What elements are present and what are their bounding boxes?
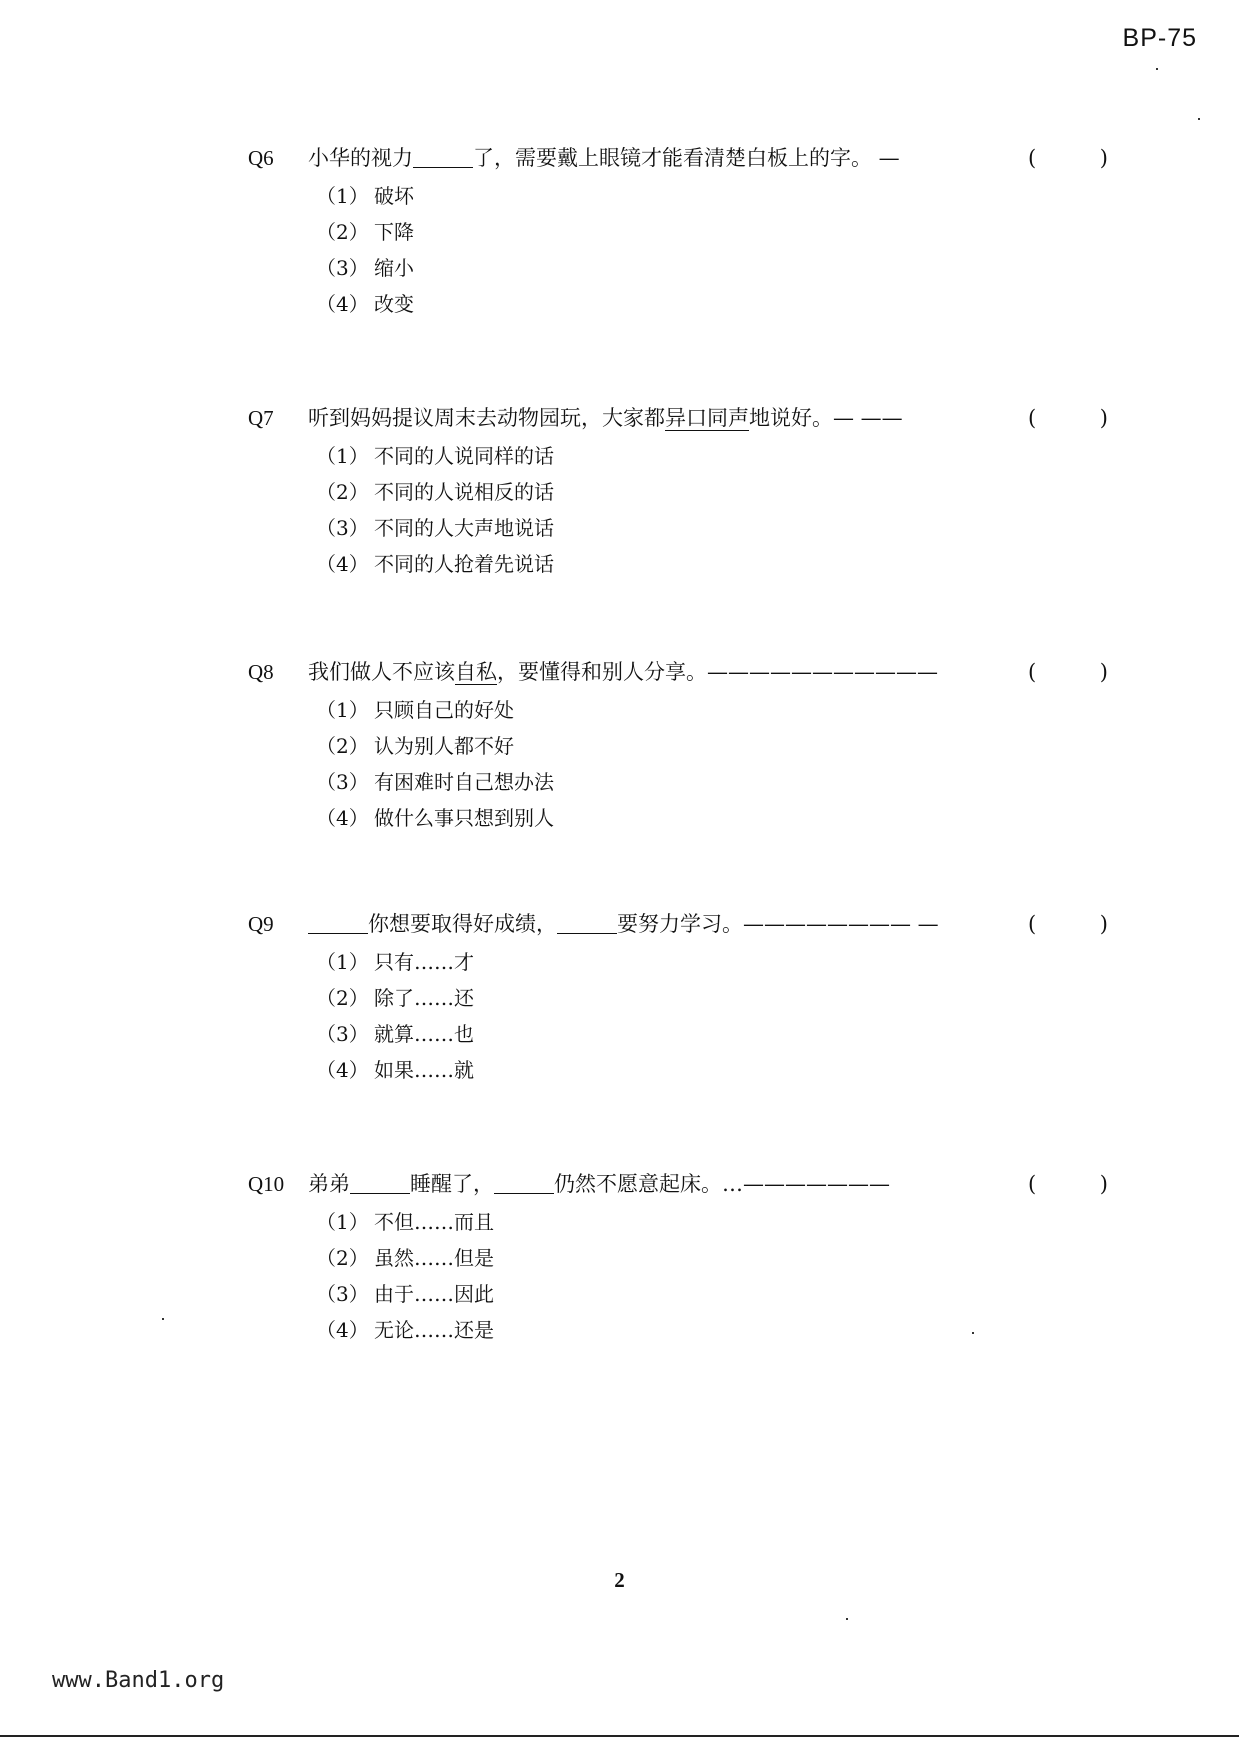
bracket-left: ( xyxy=(1028,146,1037,170)
option-text: 有困难时自己想办法 xyxy=(374,770,554,794)
option-number: （3） xyxy=(316,256,369,280)
stem-part: 你想要取得好成绩， xyxy=(368,912,557,936)
scan-speck xyxy=(1156,68,1158,70)
option-item xyxy=(316,250,1108,286)
option-item xyxy=(316,1052,1108,1088)
question-text xyxy=(308,904,939,944)
option-number: （4） xyxy=(316,1058,369,1082)
option-text: 不同的人说同样的话 xyxy=(374,444,554,468)
option-number: （1） xyxy=(316,444,369,468)
bracket-right: ) xyxy=(1099,1172,1108,1196)
option-number: （1） xyxy=(316,698,369,722)
question-9 xyxy=(248,904,1108,1088)
option-text: 只有……才 xyxy=(374,950,474,974)
option-item xyxy=(316,438,1108,474)
option-number: （4） xyxy=(316,552,369,576)
option-number: （2） xyxy=(316,480,369,504)
option-text: 缩小 xyxy=(374,256,414,280)
stem-part: 小华的视力 xyxy=(308,146,413,170)
fill-blank xyxy=(413,145,473,168)
paper-code: BP-75 xyxy=(1122,24,1197,52)
bracket-left: ( xyxy=(1028,912,1037,936)
option-text: 做什么事只想到别人 xyxy=(374,806,554,830)
stem-part: 要努力学习。———————— — xyxy=(617,912,939,936)
option-text: 认为别人都不好 xyxy=(374,734,514,758)
option-number: （1） xyxy=(316,184,369,208)
bracket-left: ( xyxy=(1028,660,1037,684)
question-number: Q10 xyxy=(248,1172,285,1196)
option-item xyxy=(316,1240,1108,1276)
option-text: 由于……因此 xyxy=(374,1282,494,1306)
option-number: （4） xyxy=(316,1318,369,1342)
fill-blank xyxy=(350,1171,410,1194)
question-9-stem xyxy=(248,904,1108,944)
option-item xyxy=(316,286,1108,322)
stem-part: 地说好。— —— xyxy=(749,406,903,430)
option-number: （2） xyxy=(316,220,369,244)
bracket-right: ) xyxy=(1099,146,1108,170)
option-number: （3） xyxy=(316,770,369,794)
question-text xyxy=(308,652,938,692)
option-item xyxy=(316,800,1108,836)
option-text: 下降 xyxy=(374,220,414,244)
fill-blank xyxy=(308,911,368,934)
option-list xyxy=(316,1204,1108,1348)
option-number: （4） xyxy=(316,806,369,830)
option-text: 如果……就 xyxy=(374,1058,474,1082)
question-number: Q7 xyxy=(248,406,274,430)
question-number: Q9 xyxy=(248,912,274,936)
option-list xyxy=(316,178,1108,322)
option-item xyxy=(316,178,1108,214)
stem-part: 仍然不愿意起床。…——————— xyxy=(554,1172,890,1196)
option-text: 虽然……但是 xyxy=(374,1246,494,1270)
bracket-right: ) xyxy=(1099,660,1108,684)
option-text: 就算……也 xyxy=(374,1022,474,1046)
option-list xyxy=(316,438,1108,582)
scan-speck xyxy=(972,1332,974,1334)
option-text: 不同的人抢着先说话 xyxy=(374,552,554,576)
option-text: 破坏 xyxy=(374,184,414,208)
question-10 xyxy=(248,1164,1108,1348)
option-number: （1） xyxy=(316,1210,369,1234)
question-number: Q8 xyxy=(248,660,274,684)
option-text: 改变 xyxy=(374,292,414,316)
option-item xyxy=(316,546,1108,582)
option-item xyxy=(316,1016,1108,1052)
option-item xyxy=(316,980,1108,1016)
scan-speck xyxy=(1198,118,1200,120)
option-number: （3） xyxy=(316,516,369,540)
page-number: 2 xyxy=(614,1568,625,1592)
option-text: 除了……还 xyxy=(374,986,474,1010)
option-item xyxy=(316,692,1108,728)
bracket-left: ( xyxy=(1028,406,1037,430)
stem-part: 听到妈妈提议周末去动物园玩，大家都 xyxy=(308,406,665,430)
stem-part: 睡醒了， xyxy=(410,1172,494,1196)
bottom-rule xyxy=(0,1735,1239,1737)
option-item xyxy=(316,1312,1108,1348)
option-number: （3） xyxy=(316,1282,369,1306)
question-6 xyxy=(248,138,1108,322)
question-7-stem xyxy=(248,398,1108,438)
stem-part: ，要懂得和别人分享。——————————— xyxy=(497,660,938,684)
option-item xyxy=(316,510,1108,546)
question-7 xyxy=(248,398,1108,582)
stem-part: 了，需要戴上眼镜才能看清楚白板上的字。 — xyxy=(473,146,900,170)
option-text: 不同的人说相反的话 xyxy=(374,480,554,504)
option-number: （2） xyxy=(316,1246,369,1270)
option-text: 无论……还是 xyxy=(374,1318,494,1342)
option-text: 只顾自己的好处 xyxy=(374,698,514,722)
option-item xyxy=(316,1204,1108,1240)
question-text xyxy=(308,398,903,438)
option-number: （3） xyxy=(316,1022,369,1046)
option-number: （2） xyxy=(316,986,369,1010)
question-8-stem xyxy=(248,652,1108,692)
option-item xyxy=(316,474,1108,510)
question-text xyxy=(308,1164,890,1204)
option-number: （4） xyxy=(316,292,369,316)
underlined-phrase: 自私 xyxy=(455,660,497,684)
option-item xyxy=(316,944,1108,980)
option-list xyxy=(316,692,1108,836)
question-number: Q6 xyxy=(248,146,274,170)
option-number: （1） xyxy=(316,950,369,974)
bracket-left: ( xyxy=(1028,1172,1037,1196)
footer-site: www.Band1.org xyxy=(52,1668,225,1693)
stem-part: 弟弟 xyxy=(308,1172,350,1196)
stem-part: 我们做人不应该 xyxy=(308,660,455,684)
option-list xyxy=(316,944,1108,1088)
option-text: 不但……而且 xyxy=(374,1210,494,1234)
question-6-stem xyxy=(248,138,1108,178)
option-item xyxy=(316,728,1108,764)
fill-blank xyxy=(494,1171,554,1194)
option-item xyxy=(316,214,1108,250)
bracket-right: ) xyxy=(1099,912,1108,936)
option-number: （2） xyxy=(316,734,369,758)
bracket-right: ) xyxy=(1099,406,1108,430)
scan-speck xyxy=(846,1618,848,1620)
question-8 xyxy=(248,652,1108,836)
question-10-stem xyxy=(248,1164,1108,1204)
fill-blank xyxy=(557,911,617,934)
question-text xyxy=(308,138,900,178)
option-item xyxy=(316,764,1108,800)
scan-speck xyxy=(162,1318,164,1320)
option-item xyxy=(316,1276,1108,1312)
option-text: 不同的人大声地说话 xyxy=(374,516,554,540)
underlined-phrase: 异口同声 xyxy=(665,406,749,430)
